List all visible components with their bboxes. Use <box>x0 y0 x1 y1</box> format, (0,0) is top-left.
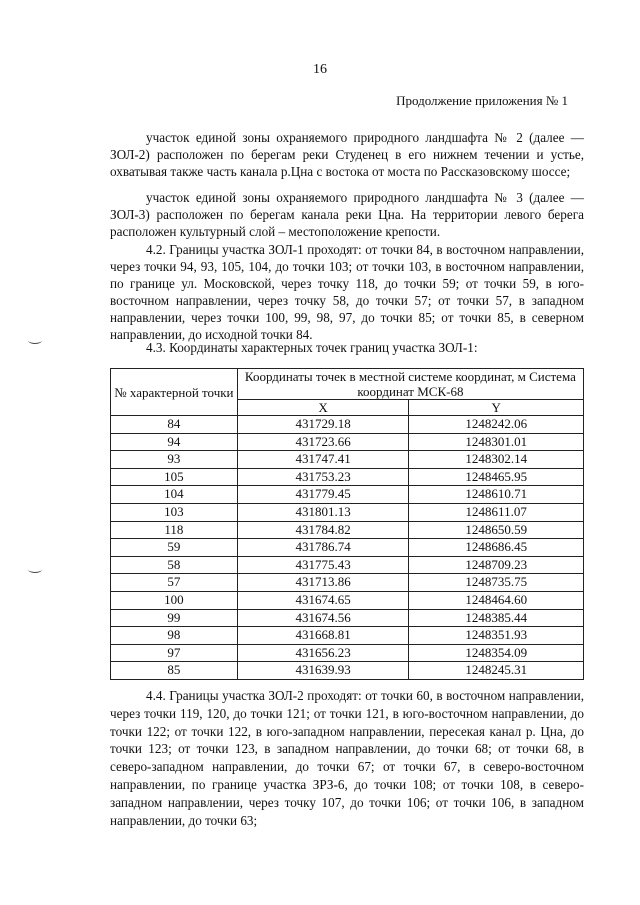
table-row <box>111 451 584 469</box>
cell-x: 431713.86 <box>237 574 409 592</box>
table-row <box>111 574 584 592</box>
paragraph-4-3: 4.3. Координаты характерных точек границ участка ЗОЛ-1: <box>146 340 478 355</box>
appendix-caption: Продолжение приложения № 1 <box>396 93 568 108</box>
paragraph-zol3: участок единой зоны охраняемого природного ландшафта № 3 (далее — ЗОЛ-3) расположен по берегам канала реки Цна. На территории левого берега расположен культурный слой – местоположение крепости. <box>110 190 584 239</box>
cell-x: 431786.74 <box>237 539 409 557</box>
coordinates-table <box>110 368 584 680</box>
cell-y: 1248686.45 <box>409 539 584 557</box>
cell-x: 431801.13 <box>237 503 409 521</box>
cell-y: 1248245.31 <box>409 662 584 680</box>
table-row <box>111 486 584 504</box>
cell-point: 104 <box>111 486 238 504</box>
cell-y: 1248610.71 <box>409 486 584 504</box>
cell-point: 118 <box>111 521 238 539</box>
header-point-number: № характерной точки <box>111 369 238 416</box>
table-row <box>111 591 584 609</box>
cell-x: 431753.23 <box>237 468 409 486</box>
table-row <box>111 433 584 451</box>
cell-y: 1248611.07 <box>409 503 584 521</box>
cell-y: 1248650.59 <box>409 521 584 539</box>
margin-mark <box>28 337 42 344</box>
cell-point: 85 <box>111 662 238 680</box>
table-row <box>111 556 584 574</box>
table-row <box>111 503 584 521</box>
cell-x: 431668.81 <box>237 627 409 645</box>
cell-point: 98 <box>111 627 238 645</box>
cell-x: 431775.43 <box>237 556 409 574</box>
cell-y: 1248351.93 <box>409 627 584 645</box>
table-row <box>111 416 584 434</box>
page-number: 16 <box>313 62 327 77</box>
cell-y: 1248465.95 <box>409 468 584 486</box>
table-row <box>111 521 584 539</box>
paragraph-4-4: 4.4. Границы участка ЗОЛ-2 проходят: от точки 60, в восточном направлении, через точки 119, 120, до точки 121; от точки 121, в юго-восточном направлении, до точки 122; от точки 122, в юго-западном направлении, пересекая канал р. Цна, до точки 123; от точки 123, в западном направлении, до точки 68; от точки 68, в северо-западном направлении, до точки 67; от точки 67, в северо-восточном направлении, по границе участка ЗРЗ-6, до точки 108; от точки 108, в северо-западном направлении, через точку 107, до точки 106; от точки 106, в западном направлении, до точки 63; <box>110 688 584 828</box>
cell-point: 103 <box>111 503 238 521</box>
table-row <box>111 627 584 645</box>
cell-x: 431747.41 <box>237 451 409 469</box>
cell-point: 57 <box>111 574 238 592</box>
table-row <box>111 662 584 680</box>
cell-x: 431729.18 <box>237 416 409 434</box>
header-coordinates: Координаты точек в местной системе координат, м Система координат МСК-68 <box>237 369 583 400</box>
margin-mark <box>28 566 42 573</box>
cell-y: 1248242.06 <box>409 416 584 434</box>
cell-x: 431674.65 <box>237 591 409 609</box>
cell-x: 431723.66 <box>237 433 409 451</box>
cell-x: 431674.56 <box>237 609 409 627</box>
table-body <box>111 416 584 680</box>
table-row <box>111 609 584 627</box>
cell-y: 1248735.75 <box>409 574 584 592</box>
table-row <box>111 644 584 662</box>
table-row <box>111 539 584 557</box>
header-y: Y <box>409 400 584 416</box>
cell-point: 58 <box>111 556 238 574</box>
paragraph-zol2: участок единой зоны охраняемого природного ландшафта № 2 (далее — ЗОЛ-2) расположен по берегам реки Студенец в его нижнем течении и устье, охватывая также часть канала р.Цна с востока от моста по Рассказовскому шоссе; <box>110 130 584 179</box>
cell-y: 1248354.09 <box>409 644 584 662</box>
cell-point: 99 <box>111 609 238 627</box>
cell-x: 431779.45 <box>237 486 409 504</box>
cell-x: 431639.93 <box>237 662 409 680</box>
paragraph-4-2: 4.2. Границы участка ЗОЛ-1 проходят: от точки 84, в восточном направлении, через точки 94, 93, 105, 104, до точки 103; от точки 103, в восточном направлении, по границе ул. Московской, через точку 118, до точки 59; от точки 59, в юго-восточном направлении, через точку 58, до точки 57; от точки 57, в западном направлении, через точки 100, 99, 98, 97, до точки 85; от точки 85, в северном направлении, до исходной точки 84. <box>110 242 584 342</box>
cell-y: 1248385.44 <box>409 609 584 627</box>
header-x: X <box>237 400 409 416</box>
cell-point: 97 <box>111 644 238 662</box>
cell-point: 84 <box>111 416 238 434</box>
cell-point: 94 <box>111 433 238 451</box>
cell-point: 59 <box>111 539 238 557</box>
cell-y: 1248301.01 <box>409 433 584 451</box>
cell-y: 1248302.14 <box>409 451 584 469</box>
cell-point: 105 <box>111 468 238 486</box>
table-row <box>111 468 584 486</box>
cell-point: 93 <box>111 451 238 469</box>
cell-point: 100 <box>111 591 238 609</box>
cell-y: 1248709.23 <box>409 556 584 574</box>
cell-x: 431784.82 <box>237 521 409 539</box>
cell-y: 1248464.60 <box>409 591 584 609</box>
cell-x: 431656.23 <box>237 644 409 662</box>
